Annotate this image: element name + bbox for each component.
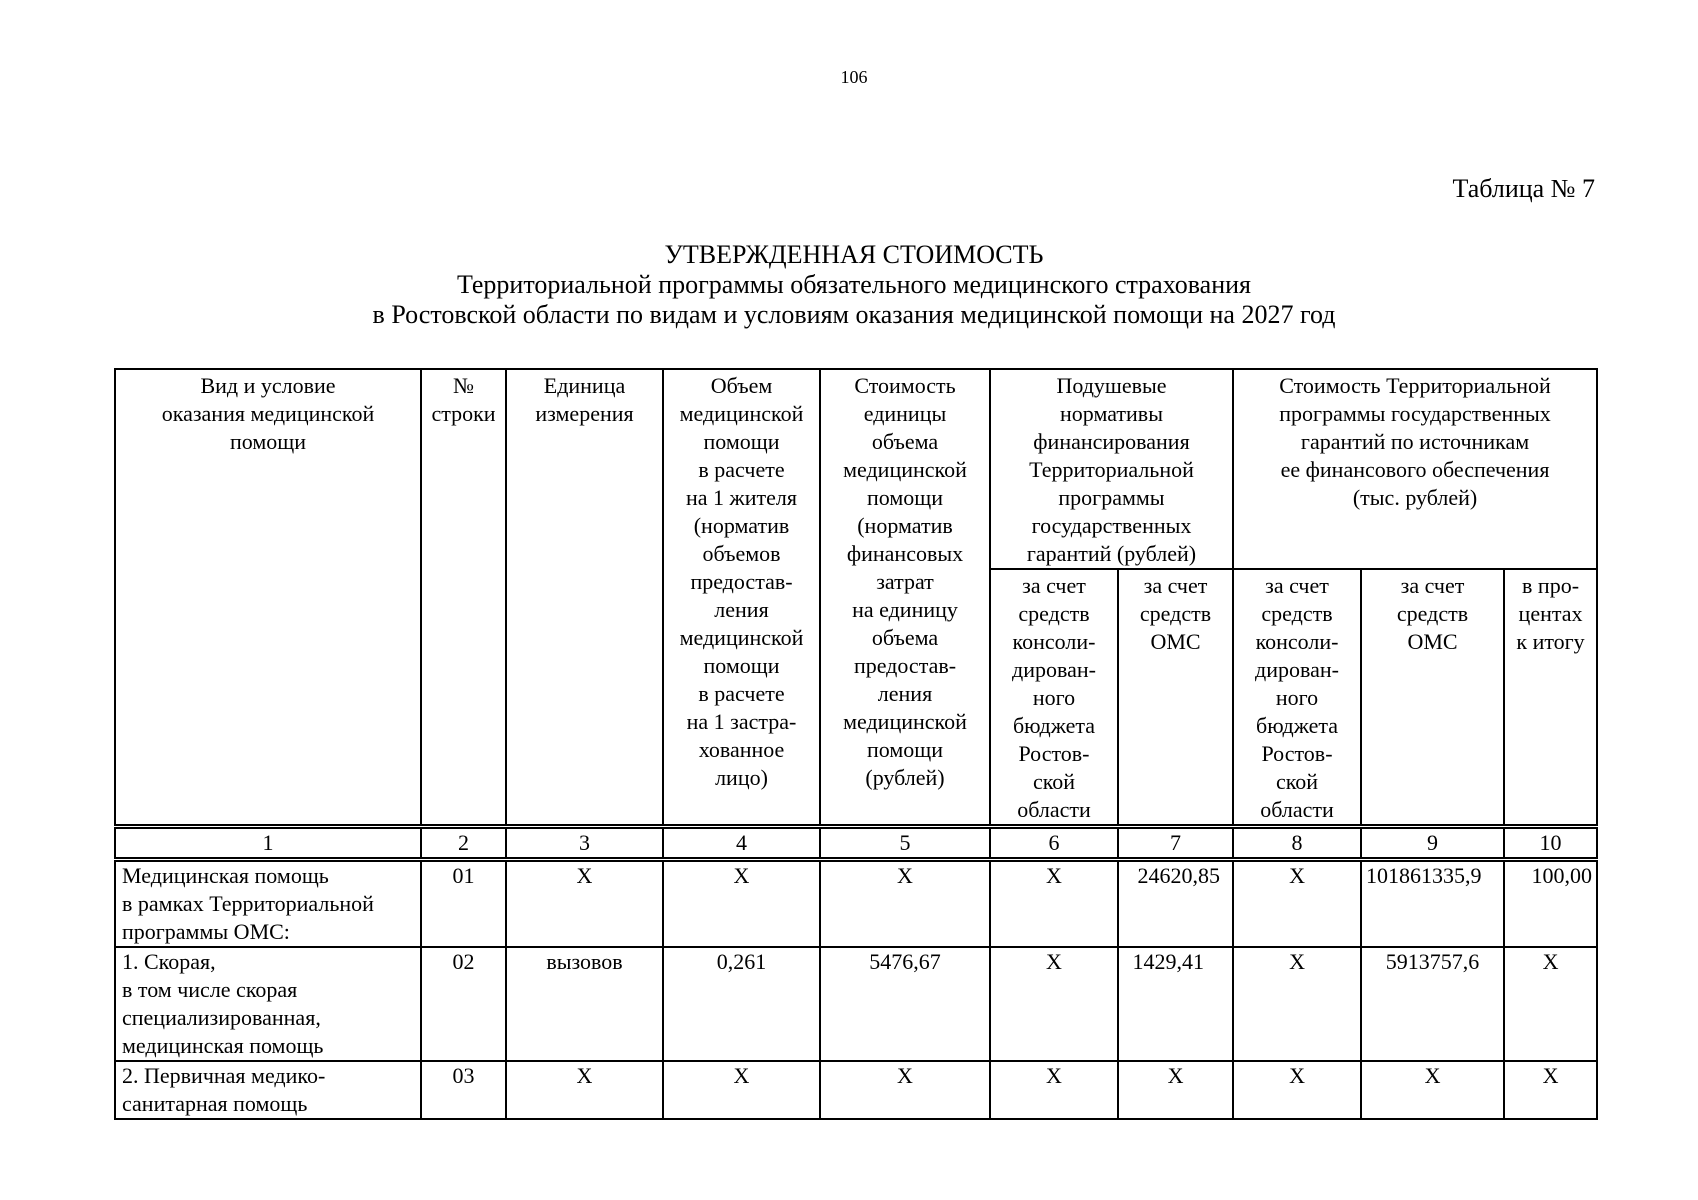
header-unit-cost: Стоимость единицы объема медицинской помощи (норматив финансовых затрат на единицу объема предостав- ления медицинской помощи (рублей) <box>820 369 990 827</box>
table-cell: X <box>506 1061 663 1119</box>
table-cell: X <box>1504 947 1597 1061</box>
table-cell: 2. Первичная медико- санитарная помощь <box>115 1061 421 1119</box>
table-cell: X <box>990 947 1118 1061</box>
column-number: 5 <box>820 827 990 860</box>
table-cell: X <box>506 860 663 948</box>
header-kind: Вид и условие оказания медицинской помощи <box>115 369 421 827</box>
table-cell: 1. Скорая, в том числе скорая специализированная, медицинская помощь <box>115 947 421 1061</box>
column-number: 2 <box>421 827 506 860</box>
table-cell: X <box>1504 1061 1597 1119</box>
column-number: 1 <box>115 827 421 860</box>
table-cell: X <box>1361 1061 1504 1119</box>
table-cell: X <box>1233 947 1361 1061</box>
table-cell: X <box>1233 860 1361 948</box>
header-row-1 <box>115 369 1597 569</box>
table-cell: X <box>1233 1061 1361 1119</box>
column-number: 9 <box>1361 827 1504 860</box>
page-number: 106 <box>840 67 868 87</box>
table-cell: X <box>663 860 820 948</box>
column-number: 3 <box>506 827 663 860</box>
table-cell: 1429,41 <box>1118 947 1233 1061</box>
header-budget-per-capita: за счет средств консоли- дирован- ного бюджета Ростов- ской области <box>990 569 1118 827</box>
table-cell: Медицинская помощь в рамках Территориальной программы ОМС: <box>115 860 421 948</box>
table-row <box>115 947 1597 1061</box>
column-number: 6 <box>990 827 1118 860</box>
title-line-3: в Ростовской области по видам и условиям оказания медицинской помощи на 2027 год <box>372 300 1336 329</box>
title-line-1: УТВЕРЖДЕННАЯ СТОИМОСТЬ <box>664 240 1044 269</box>
table-row <box>115 1061 1597 1119</box>
column-number: 4 <box>663 827 820 860</box>
column-numbers-row <box>115 827 1597 860</box>
table-cell: 5476,67 <box>820 947 990 1061</box>
table-cell: 24620,85 <box>1118 860 1233 948</box>
table-cell: X <box>820 860 990 948</box>
header-group-per-capita: Подушевые нормативы финансирования Территориальной программы государственных гарантий (рублей) <box>990 369 1233 569</box>
table-row <box>115 860 1597 948</box>
header-budget-cost: за счет средств консоли- дирован- ного бюджета Ростов- ской области <box>1233 569 1361 827</box>
title-line-2: Территориальной программы обязательного медицинского страхования <box>457 270 1251 299</box>
column-number: 8 <box>1233 827 1361 860</box>
table-cell: X <box>663 1061 820 1119</box>
header-oms-cost: за счет средств ОМС <box>1361 569 1504 827</box>
table-cell: X <box>990 1061 1118 1119</box>
table-cell: 5913757,6 <box>1361 947 1504 1061</box>
table-cell: 01 <box>421 860 506 948</box>
header-group-cost: Стоимость Территориальной программы государственных гарантий по источникам ее финансового обеспечения (тыс. рублей) <box>1233 369 1597 569</box>
table-cell: 0,261 <box>663 947 820 1061</box>
header-volume: Объем медицинской помощи в расчете на 1 жителя (норматив объемов предостав- ления медицинской помощи в расчете на 1 застра- хованное лицо) <box>663 369 820 827</box>
table-cell: X <box>820 1061 990 1119</box>
header-unit: Единица измерения <box>506 369 663 827</box>
table-cell: X <box>990 860 1118 948</box>
table-label: Таблица № 7 <box>1452 174 1595 203</box>
table-cell: 100,00 <box>1504 860 1597 948</box>
table-cell: вызовов <box>506 947 663 1061</box>
document-title <box>0 240 1698 330</box>
header-row-no: № строки <box>421 369 506 827</box>
table-cell: 02 <box>421 947 506 1061</box>
table-cell: X <box>1118 1061 1233 1119</box>
table-cell: 101861335,9 <box>1361 860 1504 948</box>
cost-table <box>114 368 1598 1120</box>
column-number: 10 <box>1504 827 1597 860</box>
header-percent: в про- центах к итогу <box>1504 569 1597 827</box>
table-cell: 03 <box>421 1061 506 1119</box>
column-number: 7 <box>1118 827 1233 860</box>
header-oms-per-capita: за счет средств ОМС <box>1118 569 1233 827</box>
